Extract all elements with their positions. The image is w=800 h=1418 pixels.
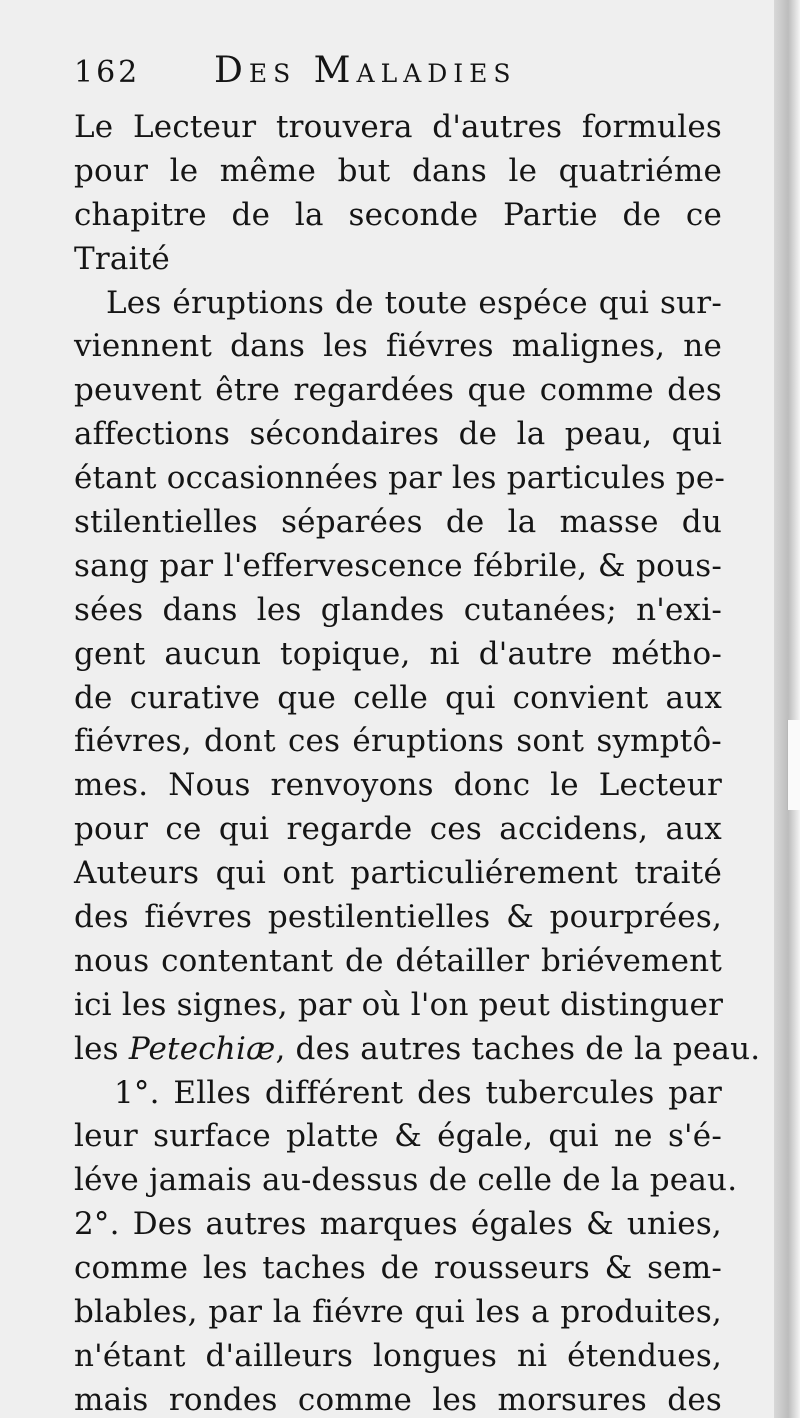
running-header [74, 50, 722, 106]
text-line: gent aucun topique, ni d'autre métho- [74, 635, 722, 672]
text-line: affections sécondaires de la peau, qui [74, 416, 722, 453]
text-line: n'étant d'ailleurs longues ni étendues, [74, 1337, 722, 1374]
page-edge-tab [787, 720, 800, 810]
text-line: leur surface platte & égale, qui ne s'é- [74, 1118, 722, 1155]
text-line: étant occasionnées par les particules pe- [74, 460, 726, 497]
text-line: viennent dans les fiévres malignes, ne [74, 328, 722, 365]
text-line: sang par l'effervescence fébrile, & pous- [74, 547, 722, 584]
paragraph-first-line: Les éruptions de toute espéce qui sur- [106, 284, 722, 321]
text-line: mais rondes comme les morsures des [74, 1381, 722, 1418]
text-line: peuvent être regardées que comme des [74, 372, 722, 409]
running-title: Des Maladies [214, 50, 517, 91]
text-segment: , des autres taches de la peau. [275, 1030, 761, 1067]
numbered-item-line: 2°. Des autres marques égales & unies, [74, 1206, 722, 1243]
text-line: Traité [74, 240, 170, 277]
text-line: fiévres, dont ces éruptions sont symptô- [74, 723, 722, 760]
page-number: 162 [74, 55, 141, 90]
text-line: nous contentant de détailler briévement [74, 942, 722, 979]
text-line: Le Lecteur trouvera d'autres formules [74, 109, 722, 145]
text-line: léve jamais au-dessus de celle de la peau. [74, 1162, 738, 1199]
text-line: de curative que celle qui convient aux [74, 679, 722, 716]
text-segment: les [74, 1030, 129, 1067]
text-line: pour le même but dans le quatriéme [74, 152, 722, 189]
text-line-with-italic [74, 1028, 761, 1072]
page-text-block [74, 50, 761, 1418]
italic-term: Petechiæ [128, 1030, 276, 1067]
text-line: pour ce qui regarde ces accidens, aux [74, 811, 722, 848]
text-line: des fiévres pestilentielles & pourprées, [74, 899, 722, 936]
text-line: mes. Nous renvoyons donc le Lecteur [74, 767, 722, 804]
text-line: comme les taches de rousseurs & sem- [74, 1250, 722, 1287]
text-line: Auteurs qui ont particuliérement traité [74, 855, 722, 892]
text-line: sées dans les glandes cutanées; n'exi- [74, 591, 722, 628]
text-line: stilentielles séparées de la masse du [74, 504, 722, 541]
text-line: blables, par la fiévre qui les a produites, [74, 1294, 722, 1331]
text-line: chapitre de la seconde Partie de ce [74, 196, 722, 233]
text-line: ici les signes, par où l'on peut distinguer [74, 986, 724, 1023]
page-binding-edge [774, 0, 800, 1418]
numbered-item-line: 1°. Elles différent des tubercules par [114, 1074, 722, 1111]
